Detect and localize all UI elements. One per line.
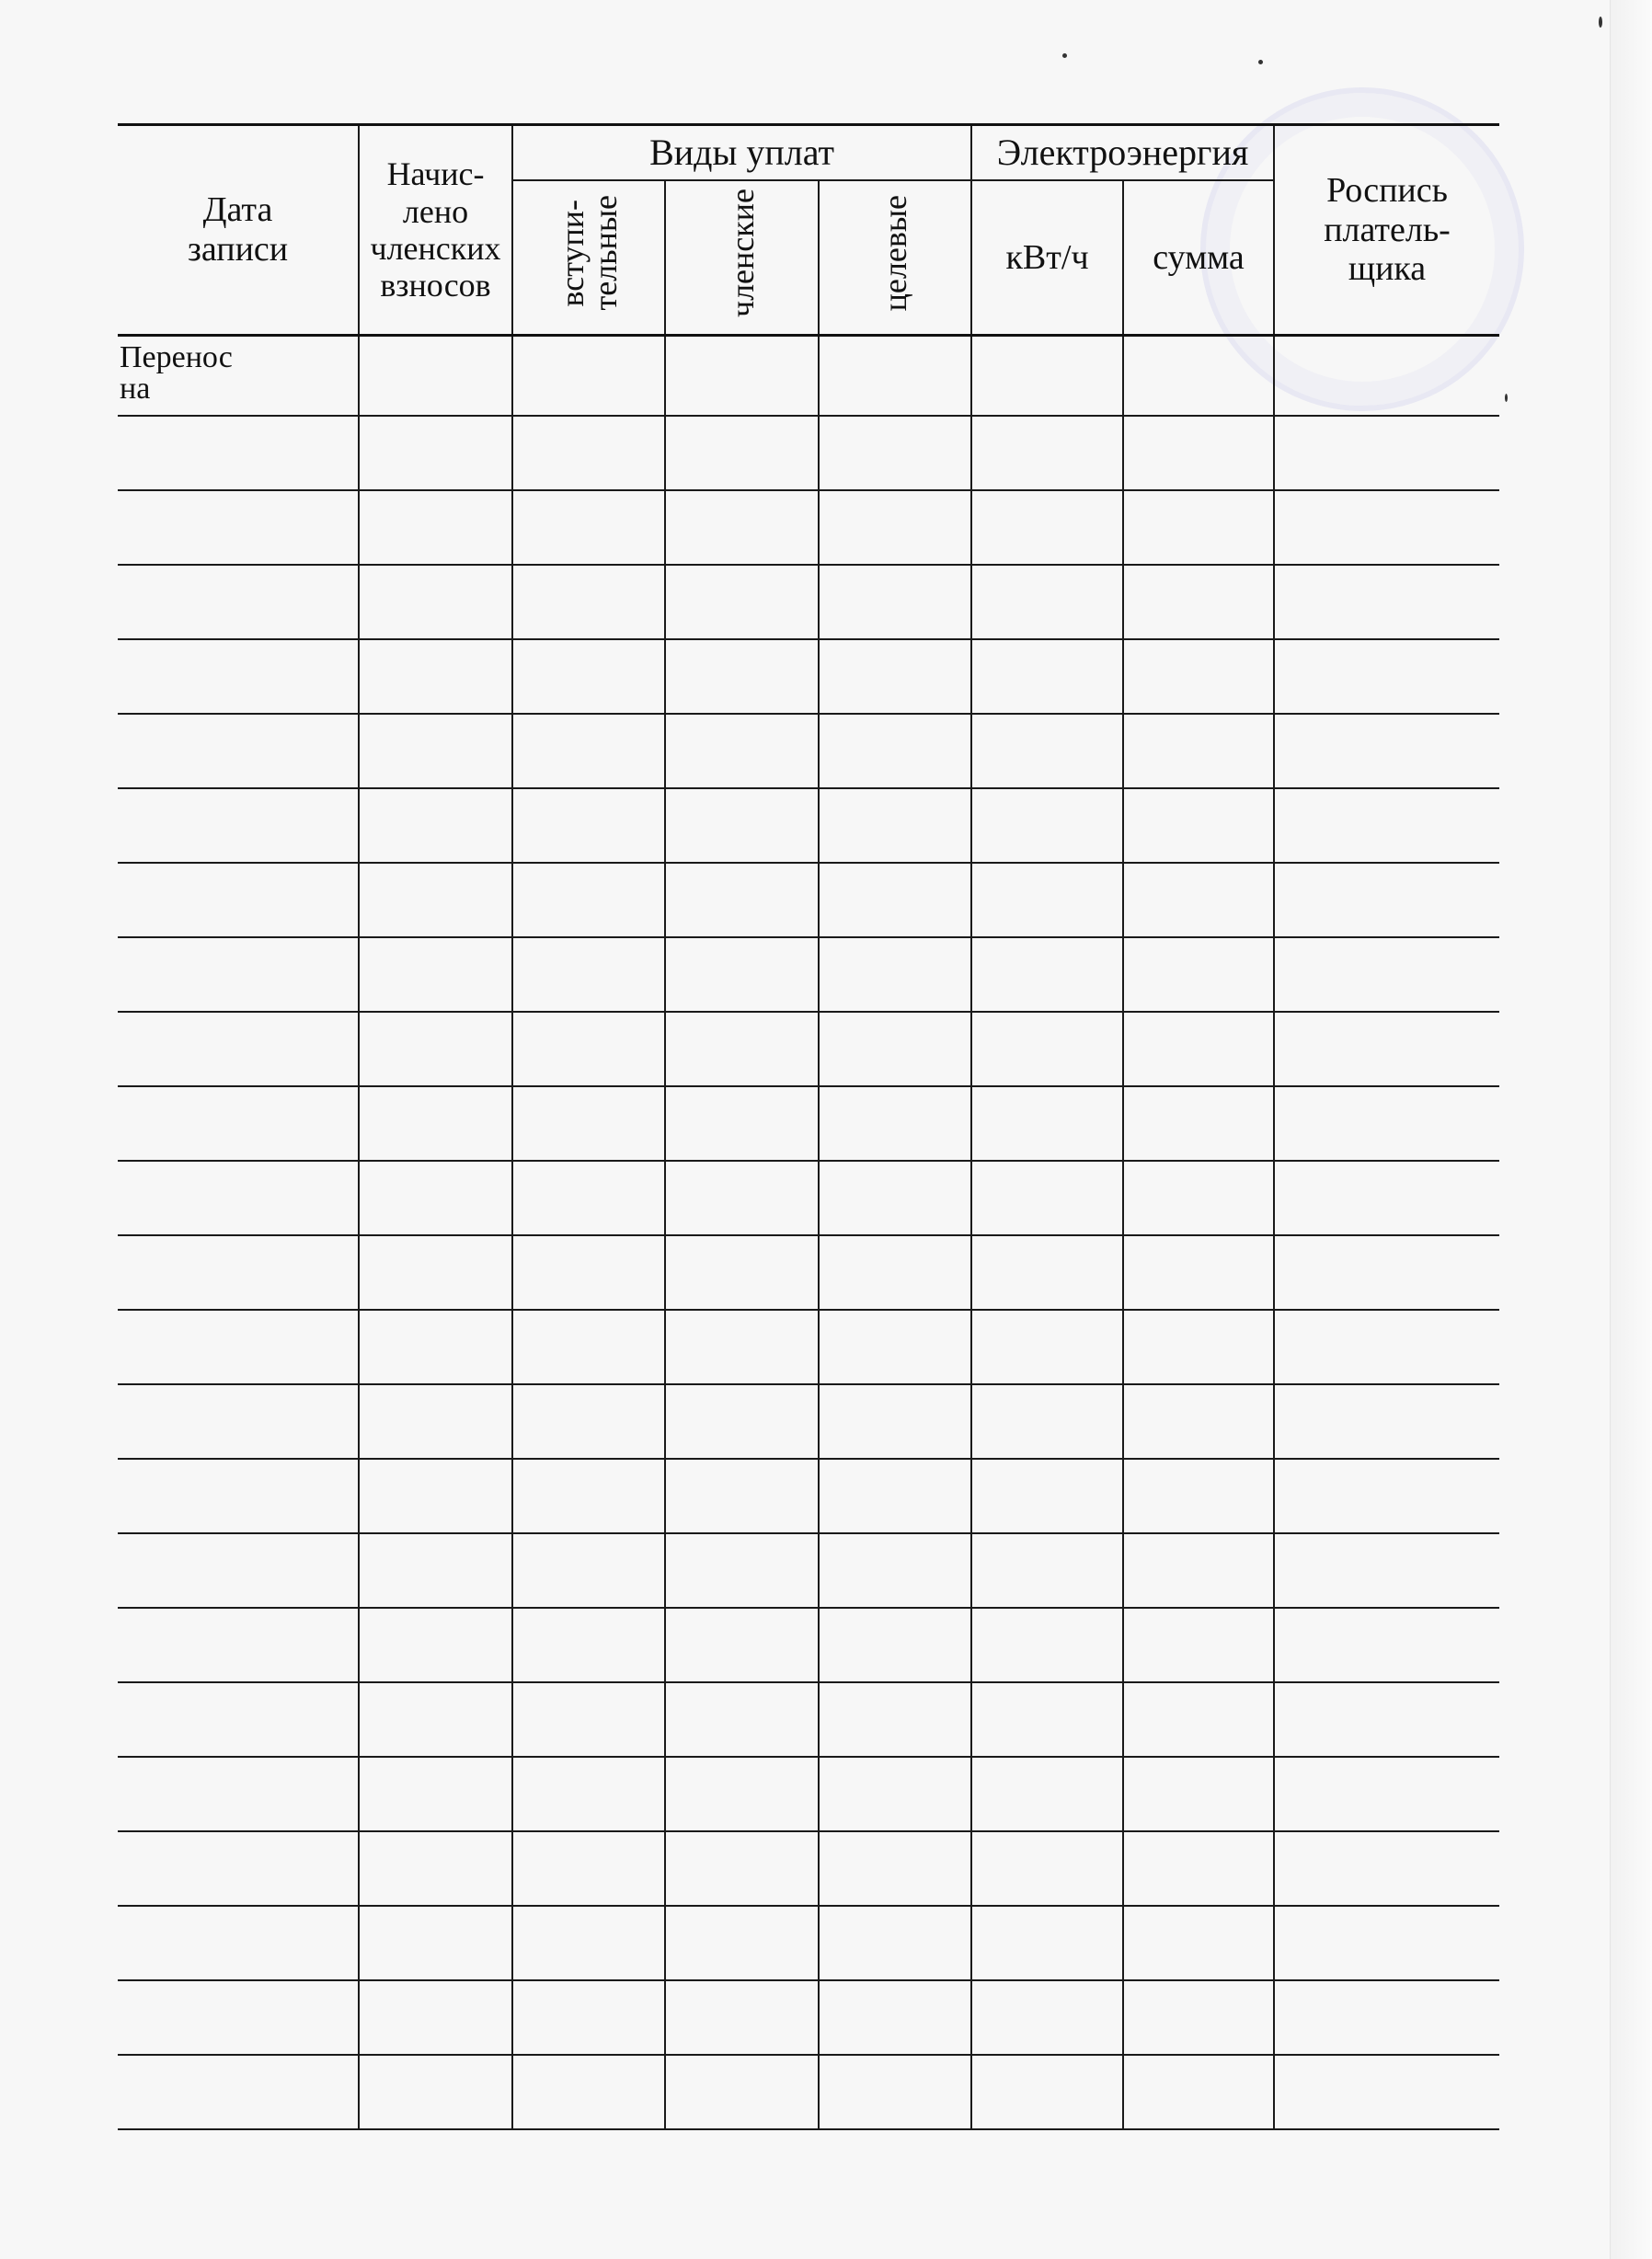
table-cell[interactable]	[1274, 1906, 1499, 1980]
table-cell[interactable]	[971, 639, 1123, 714]
table-cell[interactable]	[1274, 1086, 1499, 1161]
table-cell[interactable]	[819, 1980, 971, 2055]
table-cell[interactable]	[512, 937, 665, 1012]
table-row	[118, 1310, 1499, 1384]
table-cell[interactable]	[665, 1757, 819, 1831]
table-row	[118, 937, 1499, 1012]
table-cell[interactable]	[1123, 1161, 1274, 1235]
table-cell[interactable]	[971, 788, 1123, 863]
table-cell[interactable]	[118, 863, 359, 937]
table-cell[interactable]	[359, 1533, 512, 1608]
table-cell[interactable]	[971, 1757, 1123, 1831]
table-cell[interactable]	[512, 1533, 665, 1608]
header-target-fees	[819, 180, 971, 336]
table-row	[118, 788, 1499, 863]
table-cell[interactable]	[665, 1980, 819, 2055]
table-cell[interactable]	[1123, 788, 1274, 863]
table-cell[interactable]	[359, 1459, 512, 1533]
header-target-fees-label: целевые	[877, 195, 913, 312]
table-row	[118, 1384, 1499, 1459]
table-cell[interactable]	[1274, 1831, 1499, 1906]
table-cell[interactable]	[971, 714, 1123, 788]
table-cell[interactable]	[665, 1459, 819, 1533]
table-cell[interactable]	[512, 863, 665, 937]
table-cell[interactable]	[971, 863, 1123, 937]
table-cell[interactable]	[118, 490, 359, 565]
table-cell[interactable]	[971, 1086, 1123, 1161]
table-row	[118, 1012, 1499, 1086]
page-edge	[1610, 0, 1652, 2259]
table-cell[interactable]	[819, 336, 971, 417]
table-cell[interactable]	[665, 714, 819, 788]
table-cell[interactable]	[512, 714, 665, 788]
scan-speck	[1599, 17, 1602, 28]
table-cell[interactable]	[359, 1682, 512, 1757]
header-date: Дата записи	[118, 125, 359, 336]
table-row	[118, 565, 1499, 639]
table-cell[interactable]	[118, 2055, 359, 2129]
table-cell[interactable]	[819, 1384, 971, 1459]
table-cell[interactable]	[359, 1980, 512, 2055]
table-row	[118, 416, 1499, 490]
table-cell[interactable]	[118, 1459, 359, 1533]
header-row-top	[118, 125, 1499, 181]
table-cell[interactable]	[1274, 1384, 1499, 1459]
table-cell[interactable]	[1123, 1235, 1274, 1310]
table-cell[interactable]	[512, 565, 665, 639]
table-cell[interactable]	[512, 490, 665, 565]
table-cell[interactable]	[971, 1682, 1123, 1757]
table-cell[interactable]	[1274, 788, 1499, 863]
table-cell[interactable]	[512, 416, 665, 490]
table-row	[118, 1161, 1499, 1235]
table-cell[interactable]	[1123, 565, 1274, 639]
header-payment-types: Виды уплат	[512, 125, 971, 181]
table-cell[interactable]	[1123, 416, 1274, 490]
table-cell[interactable]	[971, 1906, 1123, 1980]
table-cell[interactable]	[359, 714, 512, 788]
table-row	[118, 1086, 1499, 1161]
table-cell[interactable]	[359, 1384, 512, 1459]
table-cell[interactable]	[118, 1161, 359, 1235]
table-cell[interactable]	[1123, 336, 1274, 417]
table-cell[interactable]	[359, 788, 512, 863]
header-membership-fees	[665, 180, 819, 336]
table-cell[interactable]	[1123, 1906, 1274, 1980]
table-row	[118, 1757, 1499, 1831]
table-row	[118, 336, 1499, 417]
table-cell[interactable]	[1274, 336, 1499, 417]
table-cell[interactable]	[359, 1906, 512, 1980]
table-cell[interactable]	[512, 1682, 665, 1757]
table-cell[interactable]	[512, 1086, 665, 1161]
table-cell[interactable]	[819, 1831, 971, 1906]
table-cell[interactable]	[118, 1086, 359, 1161]
table-row	[118, 1459, 1499, 1533]
table-cell[interactable]	[1274, 1980, 1499, 2055]
table-cell[interactable]	[819, 1012, 971, 1086]
table-cell[interactable]	[665, 490, 819, 565]
table-cell[interactable]	[359, 639, 512, 714]
table-cell[interactable]	[1274, 416, 1499, 490]
table-cell[interactable]	[971, 1310, 1123, 1384]
table-cell[interactable]	[971, 2055, 1123, 2129]
table-cell[interactable]	[1274, 1161, 1499, 1235]
table-cell[interactable]	[118, 416, 359, 490]
table-cell[interactable]	[512, 1906, 665, 1980]
table-cell[interactable]	[118, 1682, 359, 1757]
table-row	[118, 1980, 1499, 2055]
table-cell[interactable]	[665, 416, 819, 490]
table-cell[interactable]	[971, 336, 1123, 417]
table-cell[interactable]	[971, 1980, 1123, 2055]
table-cell[interactable]	[1274, 1682, 1499, 1757]
table-cell[interactable]	[1274, 863, 1499, 937]
table-cell[interactable]	[359, 490, 512, 565]
table-cell[interactable]	[819, 2055, 971, 2129]
table-cell[interactable]	[1123, 1459, 1274, 1533]
table-cell[interactable]	[512, 788, 665, 863]
ledger-body	[118, 336, 1499, 2130]
table-cell[interactable]	[359, 336, 512, 417]
table-row	[118, 1533, 1499, 1608]
table-cell[interactable]	[819, 1682, 971, 1757]
table-cell[interactable]	[1123, 1533, 1274, 1608]
table-cell[interactable]	[512, 1235, 665, 1310]
scan-speck	[1062, 53, 1067, 58]
table-cell[interactable]	[665, 639, 819, 714]
header-membership-fees-label: членские	[723, 189, 761, 318]
table-cell[interactable]	[665, 937, 819, 1012]
table-cell[interactable]	[512, 2055, 665, 2129]
table-cell[interactable]	[118, 1310, 359, 1384]
payment-ledger-table	[118, 123, 1499, 2130]
table-cell[interactable]	[512, 1459, 665, 1533]
table-cell[interactable]	[819, 1310, 971, 1384]
table-cell[interactable]	[971, 937, 1123, 1012]
header-electricity: Электроэнергия	[971, 125, 1274, 181]
table-cell[interactable]	[971, 1384, 1123, 1459]
table-cell[interactable]	[359, 1608, 512, 1682]
table-cell[interactable]	[359, 937, 512, 1012]
table-cell[interactable]	[665, 1086, 819, 1161]
table-cell[interactable]	[359, 1235, 512, 1310]
table-cell[interactable]	[971, 490, 1123, 565]
table-cell[interactable]	[1123, 1682, 1274, 1757]
table-row	[118, 1682, 1499, 1757]
table-cell[interactable]	[665, 863, 819, 937]
header-entrance-fees-label: вступи- тельные	[554, 195, 624, 311]
table-cell[interactable]	[118, 1906, 359, 1980]
table-row	[118, 714, 1499, 788]
table-cell[interactable]	[1123, 1012, 1274, 1086]
table-cell[interactable]	[118, 1608, 359, 1682]
table-cell[interactable]	[971, 1161, 1123, 1235]
table-cell[interactable]	[819, 490, 971, 565]
table-cell[interactable]	[819, 639, 971, 714]
table-cell[interactable]	[1123, 2055, 1274, 2129]
table-cell[interactable]	[665, 788, 819, 863]
table-cell[interactable]	[665, 1012, 819, 1086]
table-cell[interactable]	[1274, 714, 1499, 788]
table-cell[interactable]	[359, 2055, 512, 2129]
table-cell[interactable]	[665, 1235, 819, 1310]
table-cell[interactable]	[1123, 1086, 1274, 1161]
table-cell[interactable]	[118, 1012, 359, 1086]
table-cell[interactable]	[118, 1980, 359, 2055]
table-cell[interactable]	[359, 416, 512, 490]
table-cell[interactable]	[1274, 1459, 1499, 1533]
table-cell[interactable]	[359, 863, 512, 937]
table-cell[interactable]	[1123, 1384, 1274, 1459]
table-cell[interactable]	[1123, 1608, 1274, 1682]
table-cell[interactable]	[512, 336, 665, 417]
table-cell[interactable]	[1274, 1310, 1499, 1384]
table-cell[interactable]	[819, 1906, 971, 1980]
table-cell[interactable]	[359, 1086, 512, 1161]
table-cell[interactable]	[819, 1459, 971, 1533]
table-cell[interactable]	[665, 1831, 819, 1906]
table-row	[118, 1235, 1499, 1310]
table-cell[interactable]	[1274, 937, 1499, 1012]
table-row	[118, 639, 1499, 714]
table-cell[interactable]	[512, 639, 665, 714]
table-cell[interactable]	[819, 1757, 971, 1831]
table-cell[interactable]	[1274, 490, 1499, 565]
table-cell[interactable]	[118, 1235, 359, 1310]
table-cell[interactable]	[971, 1533, 1123, 1608]
table-cell[interactable]	[118, 639, 359, 714]
table-cell[interactable]	[118, 1757, 359, 1831]
table-cell[interactable]	[971, 1235, 1123, 1310]
table-cell[interactable]	[1123, 937, 1274, 1012]
table-cell[interactable]	[819, 1086, 971, 1161]
table-cell[interactable]	[971, 565, 1123, 639]
table-cell[interactable]	[819, 416, 971, 490]
table-cell[interactable]	[512, 1831, 665, 1906]
table-cell[interactable]	[819, 1533, 971, 1608]
table-cell[interactable]	[665, 1533, 819, 1608]
table-cell[interactable]	[1123, 1980, 1274, 2055]
table-cell[interactable]	[512, 1384, 665, 1459]
table-row	[118, 2055, 1499, 2129]
table-cell[interactable]	[665, 1384, 819, 1459]
table-cell[interactable]	[819, 565, 971, 639]
table-cell[interactable]	[1123, 1757, 1274, 1831]
header-sum: сумма	[1123, 180, 1274, 336]
table-cell[interactable]	[665, 1608, 819, 1682]
table-cell[interactable]	[971, 1608, 1123, 1682]
table-cell[interactable]	[971, 1459, 1123, 1533]
table-cell[interactable]	[359, 565, 512, 639]
table-cell[interactable]	[359, 1161, 512, 1235]
header-kwh: кВт/ч	[971, 180, 1123, 336]
table-row	[118, 490, 1499, 565]
table-cell[interactable]	[1274, 1757, 1499, 1831]
table-cell[interactable]	[1123, 863, 1274, 937]
table-cell[interactable]	[118, 714, 359, 788]
table-cell[interactable]	[971, 1012, 1123, 1086]
table-cell[interactable]	[359, 1012, 512, 1086]
table-cell[interactable]	[512, 1980, 665, 2055]
table-cell[interactable]	[819, 1161, 971, 1235]
table-cell[interactable]	[1123, 714, 1274, 788]
table-cell[interactable]	[665, 565, 819, 639]
table-cell[interactable]	[118, 1533, 359, 1608]
table-row	[118, 1608, 1499, 1682]
table-cell[interactable]	[118, 565, 359, 639]
table-cell[interactable]	[665, 1682, 819, 1757]
table-cell[interactable]	[819, 714, 971, 788]
table-row	[118, 1831, 1499, 1906]
table-cell[interactable]	[1274, 1012, 1499, 1086]
table-cell[interactable]	[512, 1310, 665, 1384]
table-row	[118, 1906, 1499, 1980]
table-cell[interactable]	[819, 937, 971, 1012]
table-cell[interactable]	[512, 1012, 665, 1086]
table-cell[interactable]	[819, 1608, 971, 1682]
table-cell[interactable]	[359, 1310, 512, 1384]
table-cell[interactable]	[1123, 490, 1274, 565]
table-cell[interactable]	[118, 1831, 359, 1906]
table-cell[interactable]	[665, 1906, 819, 1980]
table-cell[interactable]	[1123, 639, 1274, 714]
table-cell[interactable]	[665, 2055, 819, 2129]
header-payer-signature: Роспись платель- щика	[1274, 125, 1499, 336]
header-entrance-fees	[512, 180, 665, 336]
scan-speck	[1505, 394, 1508, 402]
table-cell[interactable]	[1123, 1831, 1274, 1906]
table-cell[interactable]	[819, 1235, 971, 1310]
table-cell[interactable]	[665, 336, 819, 417]
table-cell[interactable]	[819, 788, 971, 863]
table-cell[interactable]	[665, 1310, 819, 1384]
table-cell[interactable]	[1274, 2055, 1499, 2129]
table-cell[interactable]	[1123, 1310, 1274, 1384]
table-cell[interactable]	[118, 937, 359, 1012]
table-cell[interactable]	[971, 416, 1123, 490]
table-cell[interactable]	[665, 1161, 819, 1235]
scan-speck	[1258, 60, 1263, 64]
table-cell[interactable]	[1274, 1235, 1499, 1310]
table-cell[interactable]	[1274, 565, 1499, 639]
table-cell[interactable]	[971, 1831, 1123, 1906]
table-cell[interactable]	[512, 1608, 665, 1682]
table-cell[interactable]	[118, 1384, 359, 1459]
table-cell[interactable]	[1274, 639, 1499, 714]
carry-over-label: Перенос на	[118, 336, 359, 417]
table-cell[interactable]	[118, 788, 359, 863]
table-row	[118, 863, 1499, 937]
table-cell[interactable]	[1274, 1533, 1499, 1608]
header-accrued-dues: Начис- лено членских взносов	[359, 125, 512, 336]
table-cell[interactable]	[512, 1161, 665, 1235]
table-cell[interactable]	[819, 863, 971, 937]
table-cell[interactable]	[512, 1757, 665, 1831]
table-cell[interactable]	[1274, 1608, 1499, 1682]
table-cell[interactable]	[359, 1831, 512, 1906]
table-cell[interactable]	[359, 1757, 512, 1831]
